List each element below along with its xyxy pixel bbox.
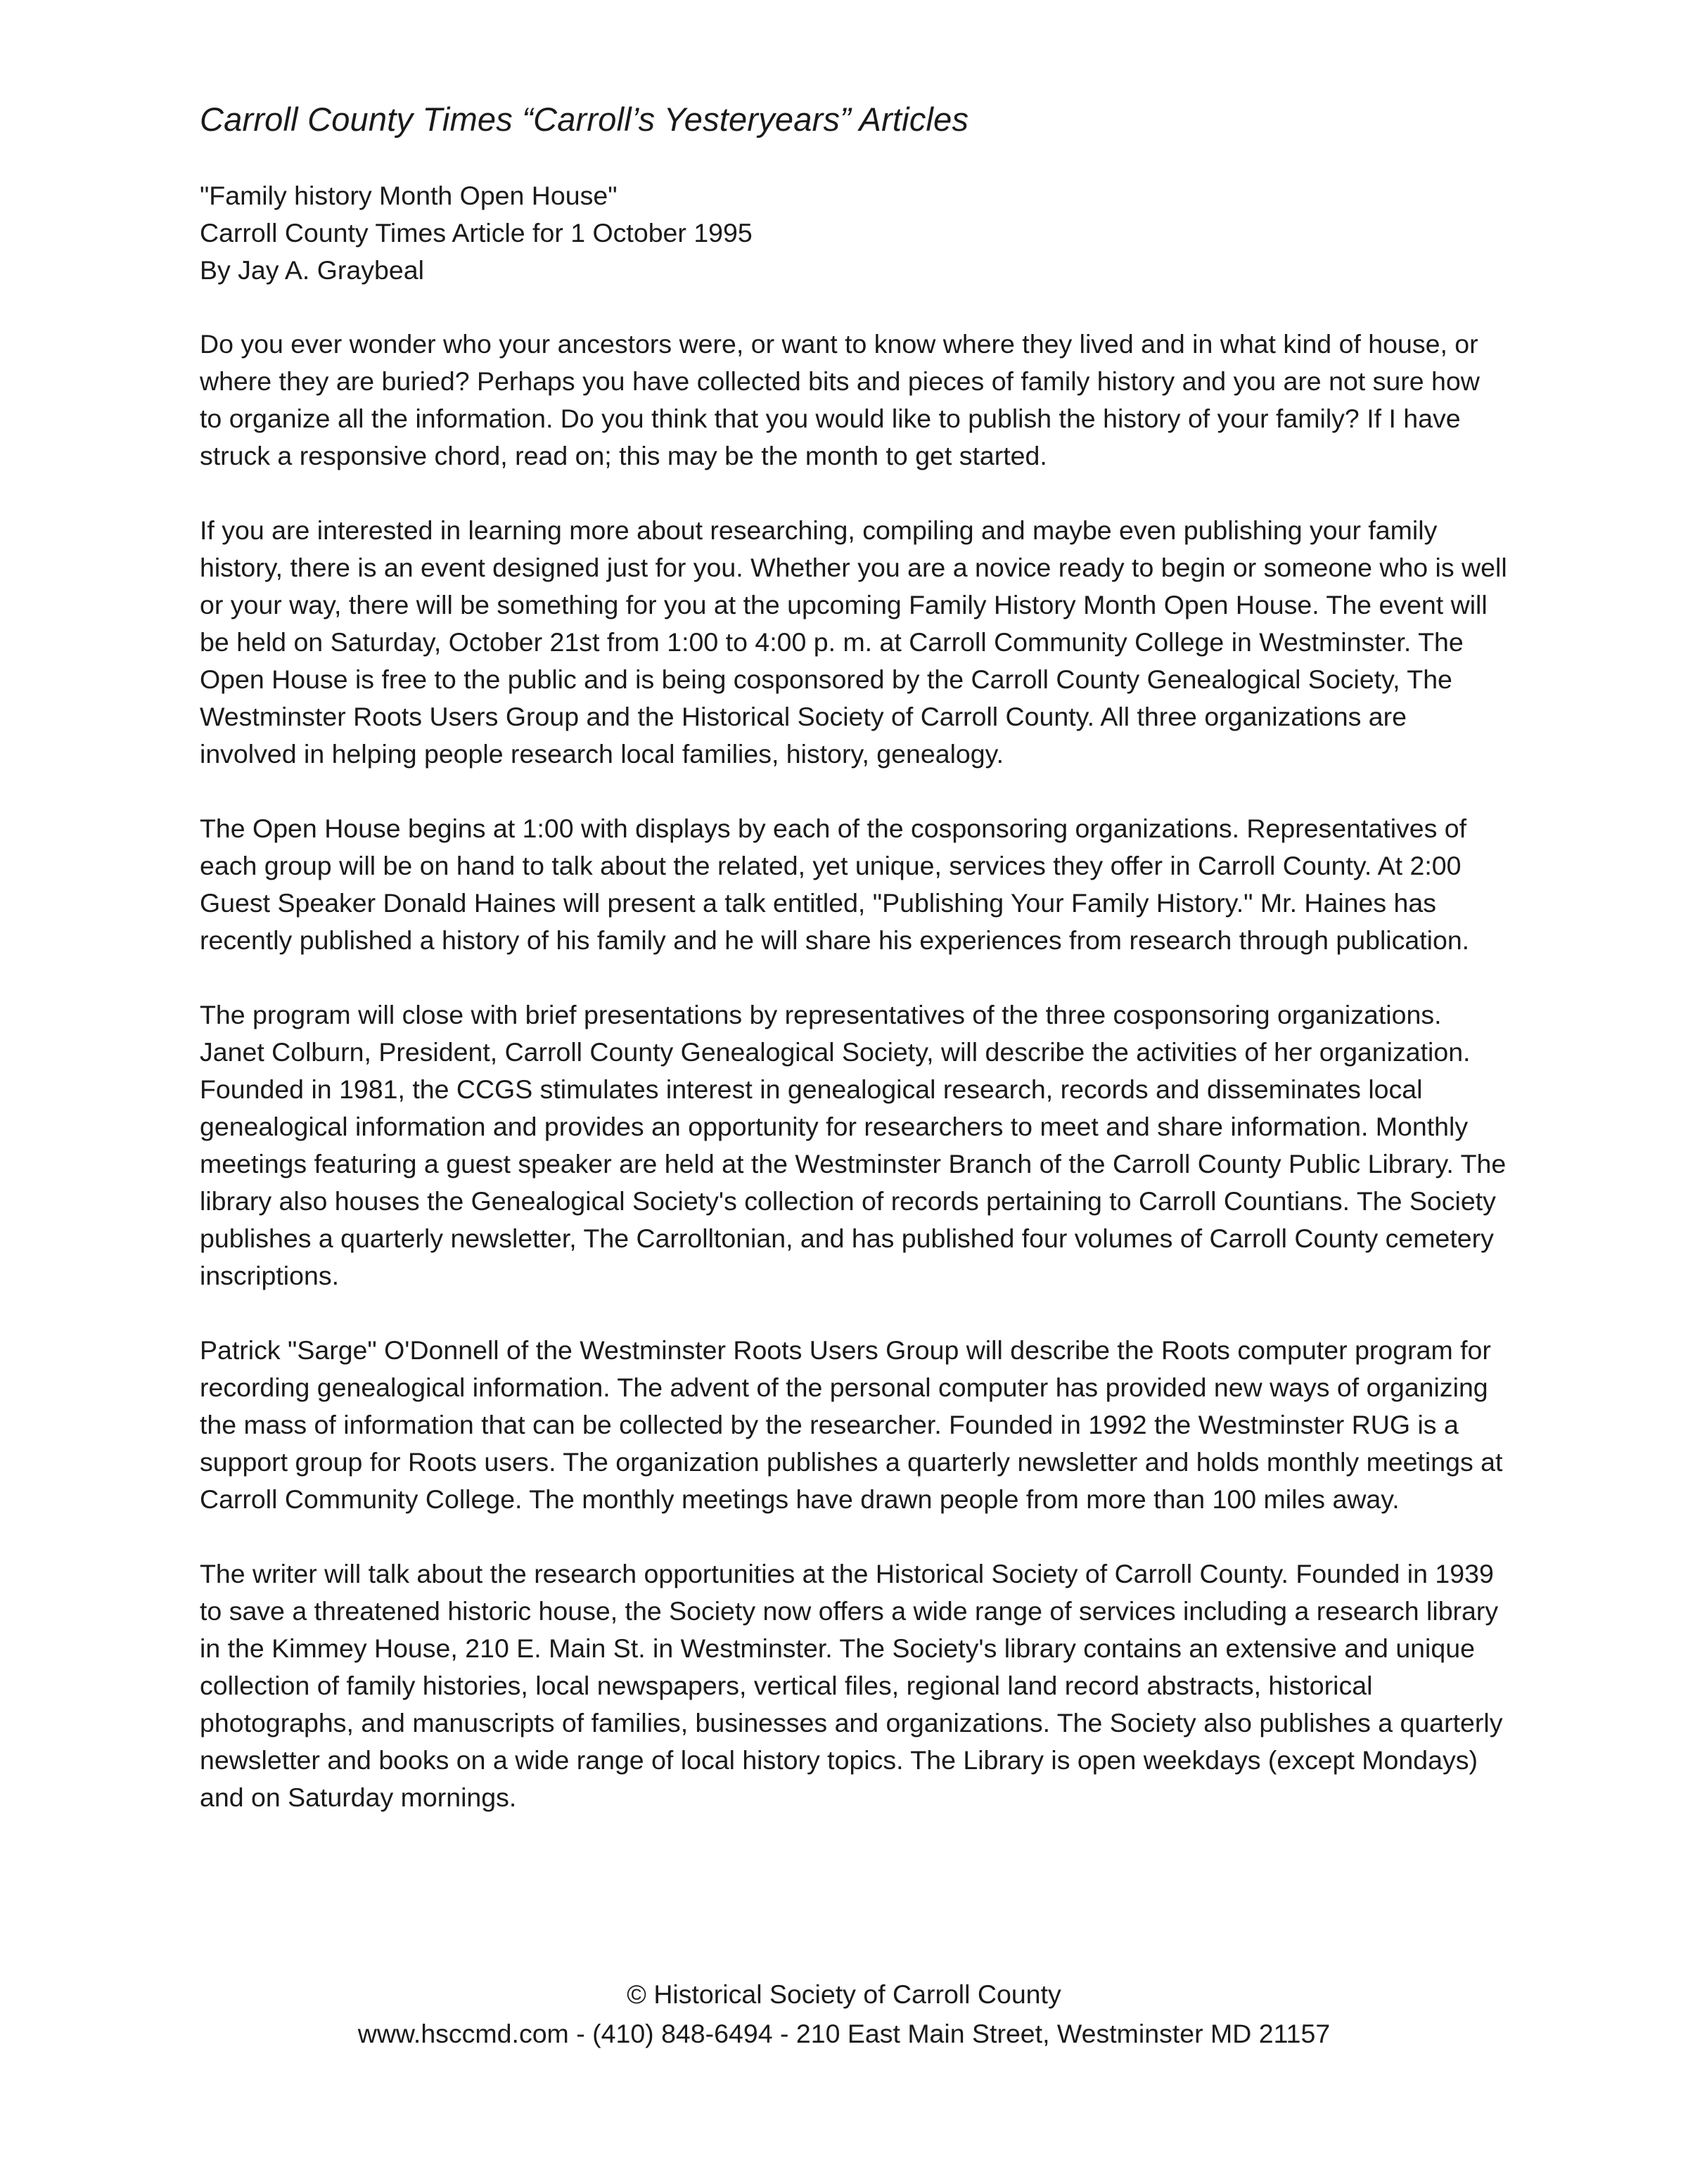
article-header xyxy=(200,177,1508,289)
article-source-line: Carroll County Times Article for 1 October 1995 xyxy=(200,218,753,248)
paragraph-event: If you are interested in learning more about researching, compiling and maybe even publishing your family history, there is an event designed just for you. Whether you are a novice ready to begin or someone who is well or your way, there will be something for you at the upcoming Family History Month Open House. The event will be held on Saturday, October 21st from 1:00 to 4:00 p. m. at Carroll Community College in Westminster. The Open House is free to the public and is being cosponsored by the Carroll County Genealogical Society, The Westminster Roots Users Group and the Historical Society of Carroll County. All three organizations are involved in helping people research local families, history, genealogy. xyxy=(200,515,1507,769)
article-headline: "Family history Month Open House" xyxy=(200,181,618,210)
paragraph-historical-society: The writer will talk about the research opportunities at the Historical Society of Carroll County. Founded in 1939 to save a threatened historic house, the Society now offers a wide range of services including a research library in the Kimmey House, 210 E. Main St. in Westminster. The Society's library contains an extensive and unique collection of family histories, local newspapers, vertical files, regional land record abstracts, historical photographs, and manuscripts of families, businesses and organizations. The Society also publishes a quarterly newsletter and books on a wide range of local history topics. The Library is open weekdays (except Mondays) and on Saturday mornings. xyxy=(200,1559,1503,1812)
paragraph-rug: Patrick "Sarge" O'Donnell of the Westminster Roots Users Group will describe the Roots computer program for recording genealogical information. The advent of the personal computer has provided new ways of organizing the mass of information that can be collected by the researcher. Founded in 1992 the Westminster RUG is a support group for Roots users. The organization publishes a quarterly newsletter and holds monthly meetings at Carroll Community College. The monthly meetings have drawn people from more than 100 miles away. xyxy=(200,1335,1503,1514)
paragraph-ccgs: The program will close with brief presentations by representatives of the three cosponsoring organizations. Janet Colburn, President, Carroll County Genealogical Society, will describe the activities of her organization. Founded in 1981, the CCGS stimulates interest in genealogical research, records and disseminates local genealogical information and provides an opportunity for researchers to meet and share information. Monthly meetings featuring a guest speaker are held at the Westminster Branch of the Carroll County Public Library. The library also houses the Genealogical Society's collection of records pertaining to Carroll Countians. The Society publishes a quarterly newsletter, The Carrolltonian, and has published four volumes of Carroll County cemetery inscriptions. xyxy=(200,1000,1507,1290)
paragraph-intro: Do you ever wonder who your ancestors were, or want to know where they lived and in what kind of house, or where they are buried? Perhaps you have collected bits and pieces of family history and you are not sure how to organize all the information. Do you think that you would like to publish the history of your family? If I have struck a responsive chord, read on; this may be the month to get started. xyxy=(200,329,1480,470)
article-byline: By Jay A. Graybeal xyxy=(200,255,424,285)
article-page xyxy=(200,98,1508,1854)
footer-copyright: © Historical Society of Carroll County xyxy=(627,1979,1061,2009)
page-footer xyxy=(0,1974,1688,2053)
footer-contact: www.hsccmd.com - (410) 848-6494 - 210 East Main Street, Westminster MD 21157 xyxy=(357,2019,1331,2048)
article-body xyxy=(200,326,1508,1816)
paragraph-schedule: The Open House begins at 1:00 with displays by each of the cosponsoring organizations. Representatives of each group will be on hand to talk about the related, yet unique, services they offer in Carroll County. At 2:00 Guest Speaker Donald Haines will present a talk entitled, "Publishing Your Family History." Mr. Haines has recently published a history of his family and he will share his experiences from research through publication. xyxy=(200,814,1470,955)
series-title: Carroll County Times “Carroll’s Yesteryears” Articles xyxy=(200,101,969,138)
